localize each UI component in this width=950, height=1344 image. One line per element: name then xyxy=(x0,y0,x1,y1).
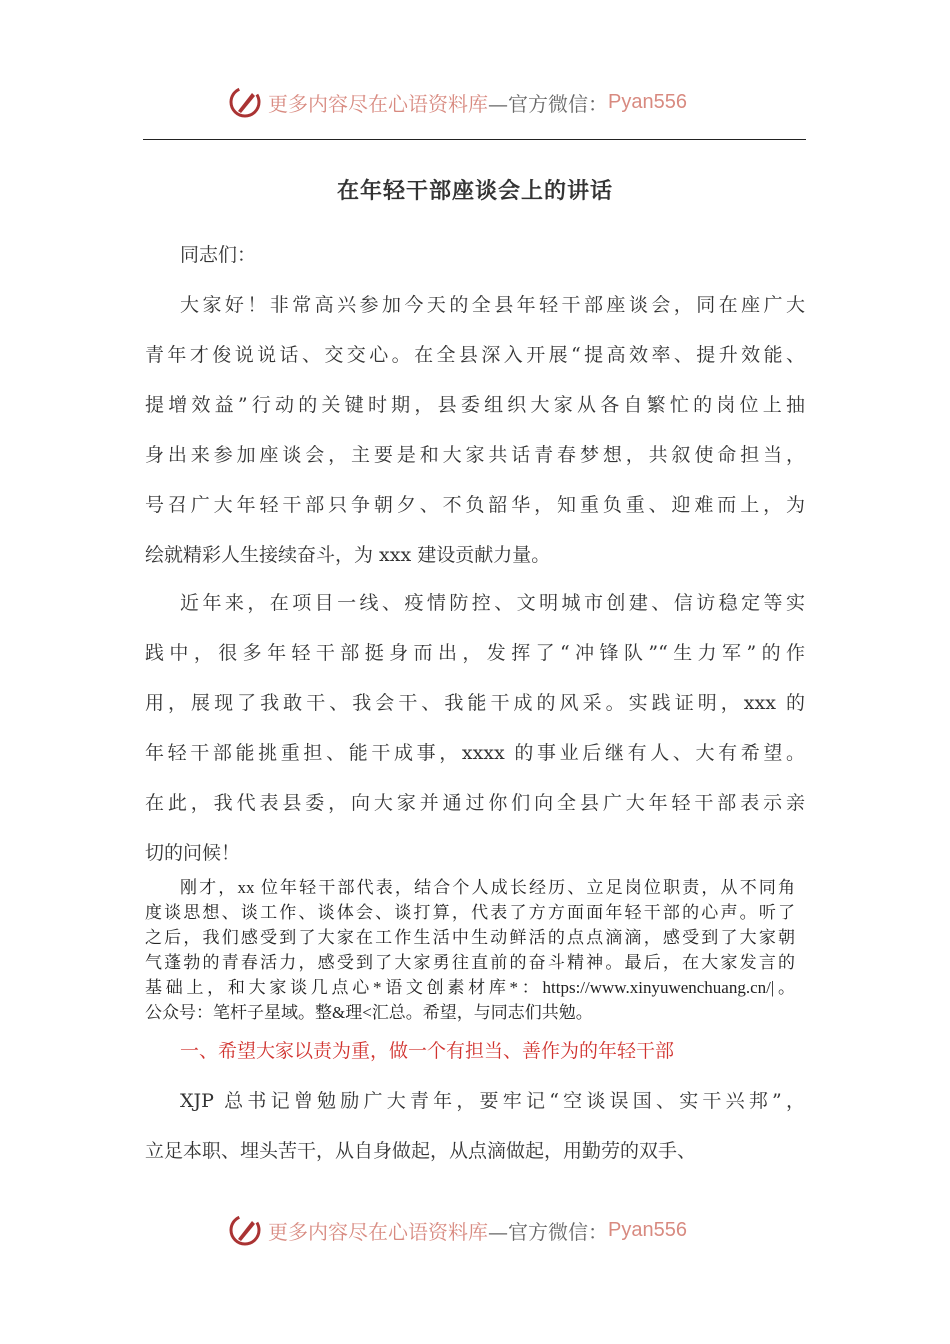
banner-wechat-id: Pyan556 xyxy=(608,1218,687,1241)
paragraph-line: 年轻干部能挑重担、能干成事，xxxx 的事业后继有人、大有希望。 xyxy=(145,742,805,764)
greeting: 同志们： xyxy=(180,244,257,266)
banner-wechat-label: —官方微信： xyxy=(488,91,608,116)
paragraph-line: 号召广大年轻干部只争朝夕、不负韶华，知重负重、迎难而上，为 xyxy=(145,494,805,516)
banner-wechat-label: —官方微信： xyxy=(488,1219,608,1244)
pen-logo-icon xyxy=(228,1213,262,1247)
paragraph-line: 践中，很多年轻干部挺身而出，发挥了“冲锋队”“生力军”的作 xyxy=(145,642,805,664)
paragraph-line: 近年来，在项目一线、疫情防控、文明城市创建、信访稳定等实 xyxy=(180,592,805,614)
banner-text: 更多内容尽在心语资料库 xyxy=(268,1219,488,1244)
paragraph-line: 气蓬勃的青春活力，感受到了大家勇往直前的奋斗精神。最后，在大家发言的 xyxy=(145,953,795,972)
paragraph-line: 身出来参加座谈会，主要是和大家共话青春梦想，共叙使命担当， xyxy=(145,444,805,466)
footer-watermark-banner xyxy=(228,1210,728,1250)
paragraph-line: 大家好！非常高兴参加今天的全县年轻干部座谈会，同在座广大 xyxy=(180,294,805,316)
paragraph-line: 基础上，和大家谈几点心*语文创素材库*：https://www.xinyuwenchuang.cn/|。 xyxy=(145,978,795,997)
section-heading-1: 一、希望大家以责为重，做一个有担当、善作为的年轻干部 xyxy=(180,1040,675,1062)
paragraph-line: XJP 总书记曾勉励广大青年，要牢记“空谈误国、实干兴邦”， xyxy=(180,1090,805,1112)
paragraph-line: 度谈思想、谈工作、谈体会、谈打算，代表了方方面面年轻干部的心声。听了 xyxy=(145,903,795,922)
paragraph-line: 立足本职、埋头苦干，从自身做起，从点滴做起，用勤劳的双手、 xyxy=(145,1140,697,1162)
paragraph-line: 青年才俊说说话、交交心。在全县深入开展“提高效率、提升效能、 xyxy=(145,344,805,366)
banner-text: 更多内容尽在心语资料库 xyxy=(268,91,488,116)
header-watermark-banner xyxy=(228,82,728,122)
paragraph-line: 之后，我们感受到了大家在工作生活中生动鲜活的点点滴滴，感受到了大家朝 xyxy=(145,928,795,947)
banner-wechat-id: Pyan556 xyxy=(608,90,687,113)
document-title: 在年轻干部座谈会上的讲话 xyxy=(336,178,613,204)
paragraph-line: 用，展现了我敢干、我会干、我能干成的风采。实践证明，xxx 的 xyxy=(145,692,805,714)
paragraph-line: 提增效益”行动的关键时期，县委组织大家从各自繁忙的岗位上抽 xyxy=(145,394,805,416)
paragraph-line: 切的问候！ xyxy=(145,842,241,864)
paragraph-line: 绘就精彩人生接续奋斗，为 xxx 建设贡献力量。 xyxy=(145,544,551,566)
paragraph-line: 公众号：笔杆子星域。整&理<汇总。希望，与同志们共勉。 xyxy=(145,1003,593,1022)
header-rule xyxy=(143,139,806,140)
pen-logo-icon xyxy=(228,85,262,119)
paragraph-line: 在此，我代表县委，向大家并通过你们向全县广大年轻干部表示亲 xyxy=(145,792,805,814)
paragraph-line: 刚才，xx 位年轻干部代表，结合个人成长经历、立足岗位职责，从不同角 xyxy=(180,878,795,897)
